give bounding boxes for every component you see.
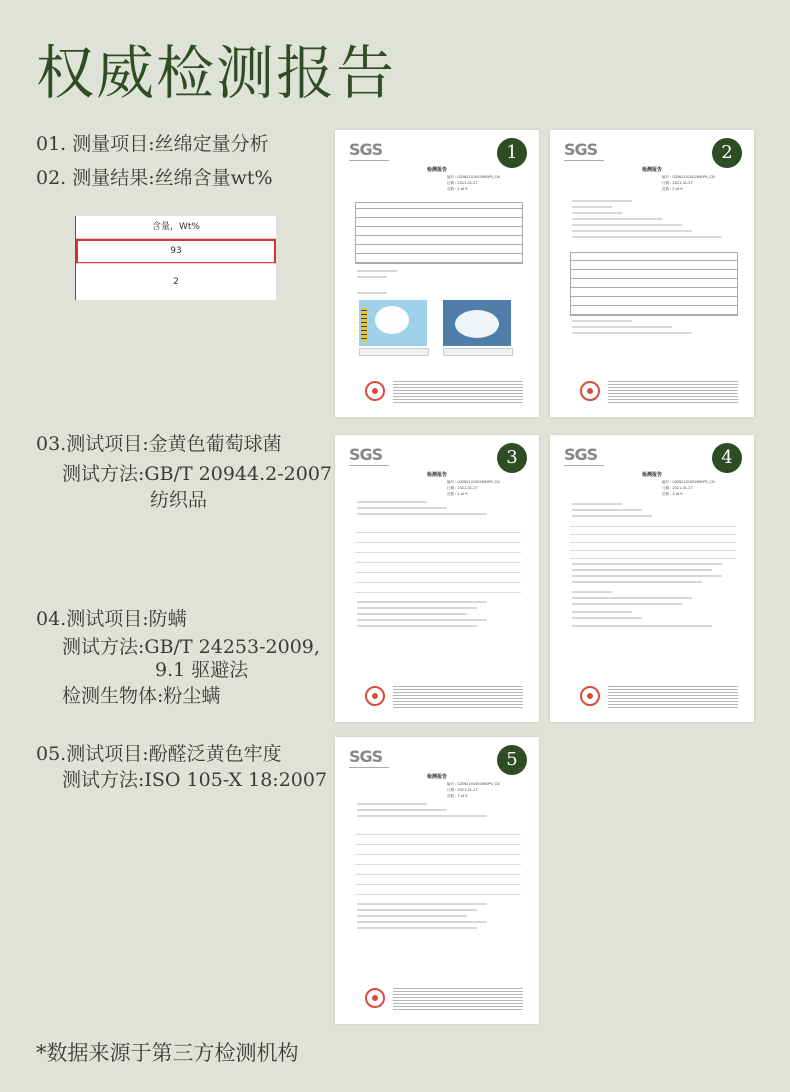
item-05-line-2: 测试方法:ISO 105-X 18:2007 [62, 769, 328, 791]
report-number-badge: 4 [712, 443, 742, 473]
report-title: 检测报告 [426, 472, 447, 478]
item-03-line-1: 03.测试项目:金黄色葡萄球菌 [36, 433, 282, 455]
item-04-line-3: 9.1 驱避法 [155, 659, 249, 681]
sample-table-row: 2 [76, 263, 276, 301]
report-meta: 编号 : GZIN2101002890PS_CN 日期 : 2021-01-27 页数 : 2 of 9 [447, 782, 500, 798]
sample-photo [443, 300, 511, 346]
sample-table-header: 含量，Wt% [76, 216, 276, 239]
report-meta: 编号 : GZIN2101002890PS_CN 日期 : 2021-01-27 页数 : 2 of 9 [447, 480, 500, 496]
report-page-5 [335, 737, 539, 1024]
item-04-line-1: 04.测试项目:防螨 [36, 608, 187, 630]
report-number-badge: 5 [497, 745, 527, 775]
report-meta: 编号 : GZIN2101002890PS_CN 日期 : 2021-01-27 页数 : 2 of 9 [662, 480, 715, 496]
sgs-logo: SGS [564, 445, 598, 464]
report-meta: 编号 : GZIN2101002890PS_CN 日期 : 2021-01-27 页数 : 2 of 9 [447, 175, 500, 191]
item-04-line-2: 测试方法:GB/T 24253-2009, [62, 636, 320, 658]
report-number-badge: 1 [497, 138, 527, 168]
report-title: 检测报告 [426, 774, 447, 780]
report-page-2 [550, 130, 754, 417]
report-page-4 [550, 435, 754, 722]
report-table [355, 825, 521, 895]
sample-table-row-highlight: 93 [76, 239, 276, 264]
sgs-logo: SGS [564, 140, 598, 159]
report-title: 检测报告 [426, 167, 447, 173]
report-page-1 [335, 130, 539, 417]
seal-stamp [580, 686, 600, 706]
report-title: 检测报告 [641, 472, 662, 478]
item-05-line-1: 05.测试项目:酚醛泛黄色牢度 [36, 743, 282, 765]
report-table [355, 523, 521, 593]
footnote: *数据来源于第三方检测机构 [36, 1041, 299, 1065]
report-page-3 [335, 435, 539, 722]
page-title: 权威检测报告 [36, 39, 397, 107]
item-04-line-4: 检测生物体:粉尘螨 [62, 685, 221, 707]
item-03-line-3: 纺织品 [150, 489, 208, 511]
sample-photo [359, 300, 427, 346]
report-table [570, 252, 738, 316]
seal-stamp [365, 381, 385, 401]
seal-stamp [365, 988, 385, 1008]
seal-stamp [365, 686, 385, 706]
report-title: 检测报告 [641, 167, 662, 173]
report-table [570, 525, 736, 559]
report-meta: 编号 : GZIN2101002890PS_CN 日期 : 2021-01-27 页数 : 2 of 9 [662, 175, 715, 191]
item-01-line-2: 02. 测量结果:丝绵含量wt% [36, 167, 273, 189]
sgs-logo: SGS [349, 747, 383, 766]
item-03-line-2: 测试方法:GB/T 20944.2-2007 [62, 463, 332, 485]
item-01-line-1: 01. 测量项目:丝绵定量分析 [36, 133, 269, 155]
sgs-logo: SGS [349, 445, 383, 464]
report-table [355, 202, 523, 264]
seal-stamp [580, 381, 600, 401]
report-number-badge: 2 [712, 138, 742, 168]
sgs-logo: SGS [349, 140, 383, 159]
report-number-badge: 3 [497, 443, 527, 473]
sample-result-table [75, 216, 276, 300]
